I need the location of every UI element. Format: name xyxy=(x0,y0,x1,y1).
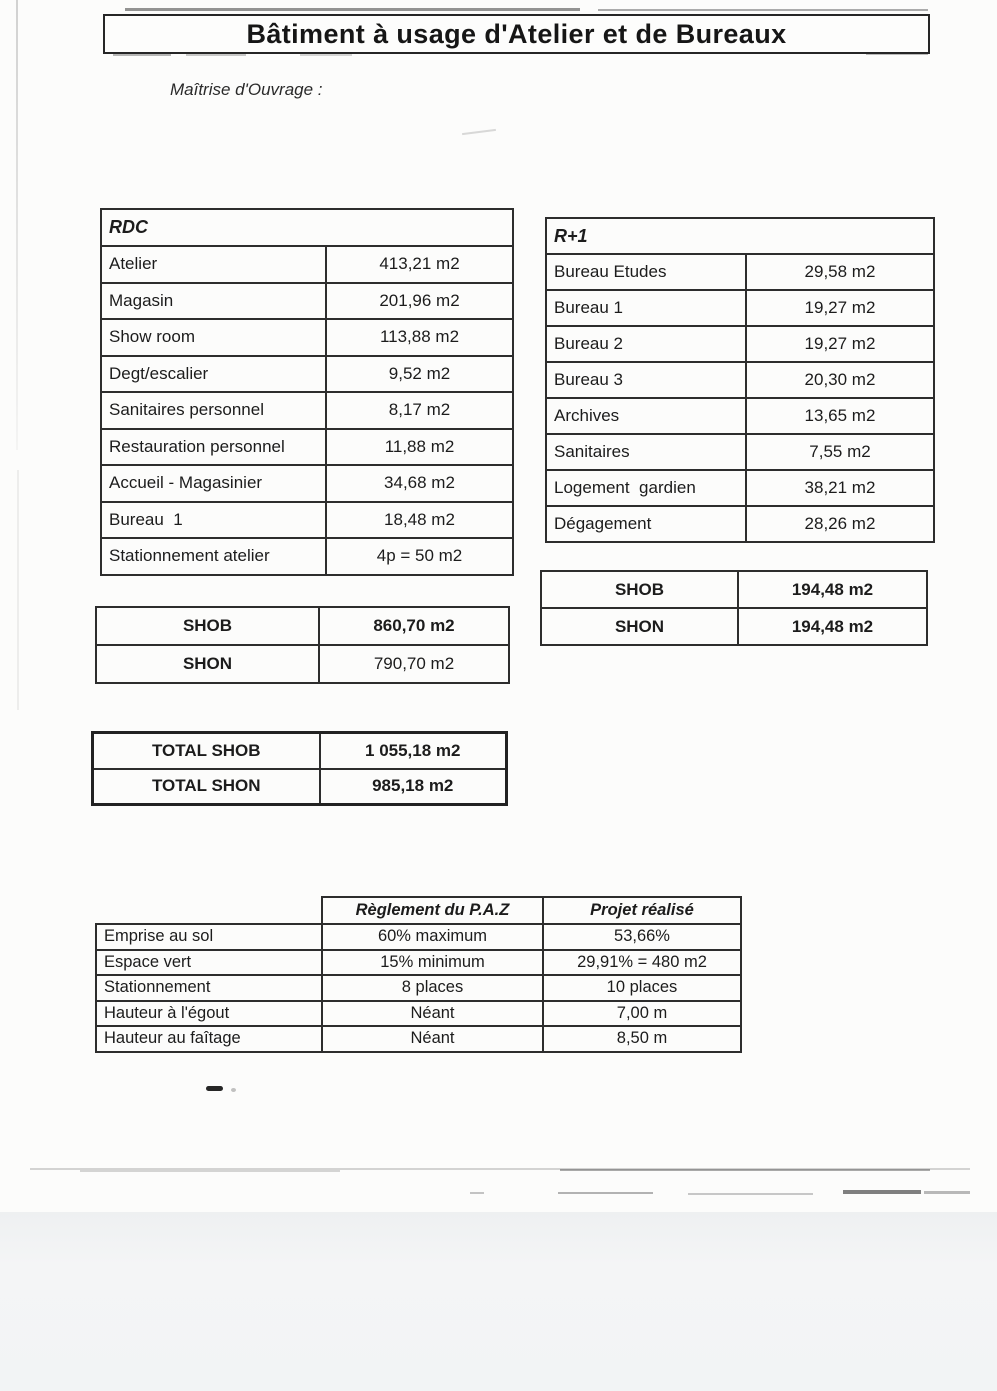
room-label: Sanitaires personnel xyxy=(101,392,326,429)
scan-smudge xyxy=(470,1192,484,1194)
total-table xyxy=(91,731,508,806)
table-row xyxy=(93,769,507,805)
table-row xyxy=(546,470,934,506)
table-row xyxy=(101,246,513,283)
rdc-table-header: RDC xyxy=(101,209,513,246)
scan-page-edge xyxy=(0,1212,997,1391)
reg-rule: 15% minimum xyxy=(322,950,543,976)
room-area: 9,52 m2 xyxy=(326,356,513,393)
room-label: Bureau Etudes xyxy=(546,254,746,290)
table-row xyxy=(101,538,513,575)
total-label: TOTAL SHOB xyxy=(93,733,320,769)
table-row xyxy=(546,434,934,470)
table-row xyxy=(541,571,927,608)
scan-smudge xyxy=(125,8,580,11)
rdc-summary-table xyxy=(95,606,510,684)
room-label: Bureau 3 xyxy=(546,362,746,398)
reg-rule: 60% maximum xyxy=(322,924,543,950)
reg-actual: 8,50 m xyxy=(543,1026,741,1052)
r1-summary-table xyxy=(540,570,928,646)
room-area: 8,17 m2 xyxy=(326,392,513,429)
scan-smudge xyxy=(688,1193,813,1195)
room-area: 19,27 m2 xyxy=(746,326,934,362)
room-area: 113,88 m2 xyxy=(326,319,513,356)
title-box xyxy=(103,14,930,54)
room-label: Dégagement xyxy=(546,506,746,542)
table-row xyxy=(96,975,741,1001)
reg-actual: 29,91% = 480 m2 xyxy=(543,950,741,976)
table-row xyxy=(101,392,513,429)
regulation-table xyxy=(95,896,742,1053)
scan-pen-mark xyxy=(206,1086,223,1091)
reg-actual: 10 places xyxy=(543,975,741,1001)
table-row xyxy=(96,1026,741,1052)
room-label: Show room xyxy=(101,319,326,356)
room-label: Restauration personnel xyxy=(101,429,326,466)
room-area: 13,65 m2 xyxy=(746,398,934,434)
scan-smudge xyxy=(462,129,496,135)
scan-edge-line xyxy=(16,0,18,450)
room-label: Logement gardien xyxy=(546,470,746,506)
room-label: Atelier xyxy=(101,246,326,283)
reg-rule: 8 places xyxy=(322,975,543,1001)
r1-table-header: R+1 xyxy=(546,218,934,254)
room-area: 19,27 m2 xyxy=(746,290,934,326)
summary-value: 194,48 m2 xyxy=(738,608,927,645)
scan-pen-mark xyxy=(231,1088,236,1092)
table-row xyxy=(101,502,513,539)
table-row xyxy=(101,283,513,320)
scan-smudge xyxy=(598,9,928,11)
total-label: TOTAL SHON xyxy=(93,769,320,805)
table-row xyxy=(93,733,507,769)
room-area: 413,21 m2 xyxy=(326,246,513,283)
table-row xyxy=(546,290,934,326)
room-label: Accueil - Magasinier xyxy=(101,465,326,502)
scan-fold-line xyxy=(560,1169,930,1171)
room-area: 4p = 50 m2 xyxy=(326,538,513,575)
summary-value: 860,70 m2 xyxy=(319,607,509,645)
scan-smudge xyxy=(843,1190,921,1194)
table-row xyxy=(101,356,513,393)
room-label: Bureau 1 xyxy=(546,290,746,326)
summary-label: SHOB xyxy=(96,607,319,645)
reg-label: Hauteur au faîtage xyxy=(96,1026,322,1052)
room-label: Degt/escalier xyxy=(101,356,326,393)
rdc-table xyxy=(100,208,514,576)
table-row xyxy=(96,950,741,976)
summary-value: 194,48 m2 xyxy=(738,571,927,608)
table-row xyxy=(546,254,934,290)
reg-col-header: Règlement du P.A.Z xyxy=(322,897,543,924)
room-label: Magasin xyxy=(101,283,326,320)
summary-label: SHON xyxy=(96,645,319,683)
room-area: 28,26 m2 xyxy=(746,506,934,542)
reg-actual: 53,66% xyxy=(543,924,741,950)
reg-label: Stationnement xyxy=(96,975,322,1001)
table-row xyxy=(546,362,934,398)
scan-fold-line xyxy=(80,1170,340,1172)
empty-corner-cell xyxy=(96,897,322,924)
room-label: Bureau 1 xyxy=(101,502,326,539)
room-label: Stationnement atelier xyxy=(101,538,326,575)
total-value: 1 055,18 m2 xyxy=(320,733,507,769)
summary-label: SHOB xyxy=(541,571,738,608)
table-row xyxy=(96,924,741,950)
table-row xyxy=(101,319,513,356)
reg-rule: Néant xyxy=(322,1001,543,1027)
scan-smudge xyxy=(300,54,352,56)
room-area: 11,88 m2 xyxy=(326,429,513,466)
table-row xyxy=(96,645,509,683)
room-label: Bureau 2 xyxy=(546,326,746,362)
room-area: 20,30 m2 xyxy=(746,362,934,398)
table-row xyxy=(546,326,934,362)
total-value: 985,18 m2 xyxy=(320,769,507,805)
room-area: 18,48 m2 xyxy=(326,502,513,539)
reg-rule: Néant xyxy=(322,1026,543,1052)
table-row xyxy=(101,465,513,502)
reg-label: Hauteur à l'égout xyxy=(96,1001,322,1027)
table-row xyxy=(541,608,927,645)
scan-smudge xyxy=(186,54,246,56)
summary-value: 790,70 m2 xyxy=(319,645,509,683)
ownership-label: Maîtrise d'Ouvrage : xyxy=(170,80,323,99)
scan-smudge xyxy=(558,1192,653,1194)
room-area: 7,55 m2 xyxy=(746,434,934,470)
room-area: 38,21 m2 xyxy=(746,470,934,506)
table-row xyxy=(96,1001,741,1027)
page-title: Bâtiment à usage d'Atelier et de Bureaux xyxy=(246,18,787,49)
room-area: 201,96 m2 xyxy=(326,283,513,320)
reg-label: Espace vert xyxy=(96,950,322,976)
scan-smudge xyxy=(924,1191,970,1194)
reg-col-header: Projet réalisé xyxy=(543,897,741,924)
r1-table xyxy=(545,217,935,543)
table-row xyxy=(546,398,934,434)
room-label: Sanitaires xyxy=(546,434,746,470)
table-row xyxy=(96,607,509,645)
room-area: 29,58 m2 xyxy=(746,254,934,290)
room-area: 34,68 m2 xyxy=(326,465,513,502)
room-label: Archives xyxy=(546,398,746,434)
table-row xyxy=(101,429,513,466)
scan-edge-line xyxy=(17,470,19,710)
reg-actual: 7,00 m xyxy=(543,1001,741,1027)
reg-label: Emprise au sol xyxy=(96,924,322,950)
scan-fold-line xyxy=(30,1168,970,1170)
table-row xyxy=(546,506,934,542)
summary-label: SHON xyxy=(541,608,738,645)
